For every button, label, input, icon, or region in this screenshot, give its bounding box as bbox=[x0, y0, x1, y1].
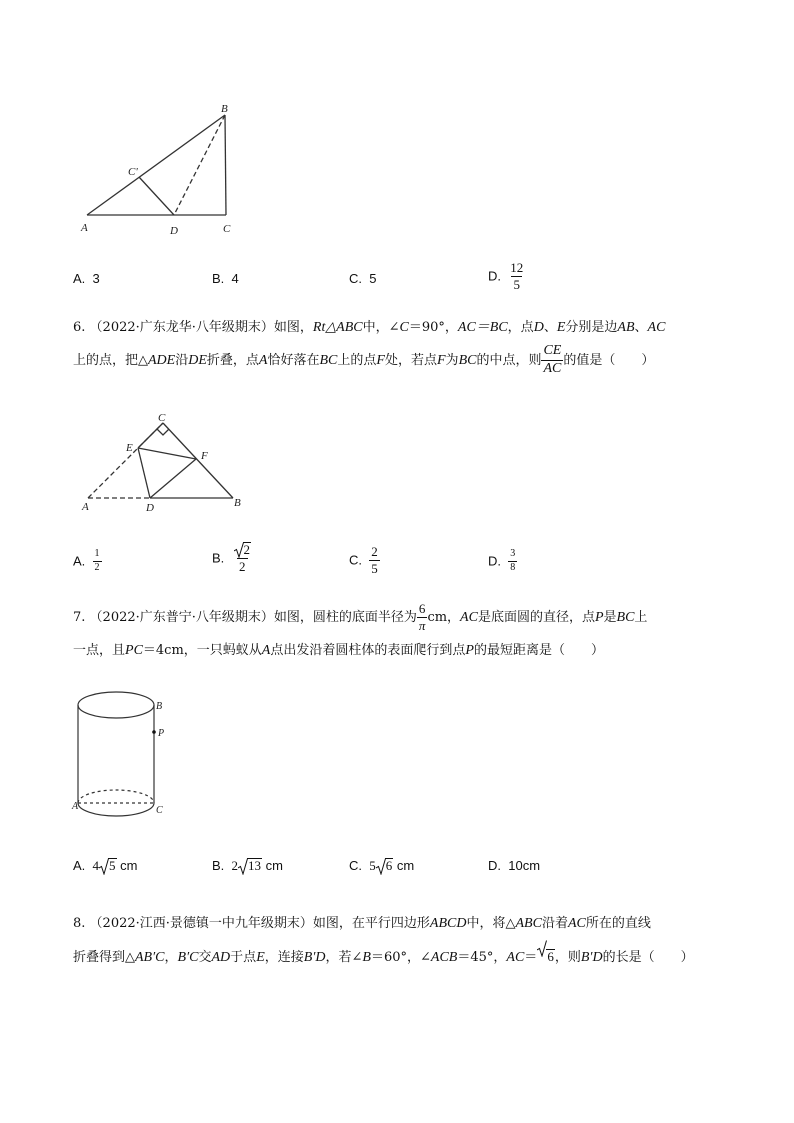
q6-text: 处，若点 bbox=[384, 353, 437, 368]
q6-point-f: F bbox=[436, 353, 446, 368]
sqrt-icon bbox=[537, 940, 547, 957]
fraction-numerator: 2 bbox=[371, 544, 378, 559]
q6-option-d[interactable] bbox=[488, 549, 517, 573]
q8-line-ac: AC bbox=[506, 950, 525, 965]
q8-line-ac: AC bbox=[567, 916, 586, 931]
q7-text: ＝4cm，一只蚂蚁从 bbox=[142, 643, 262, 658]
q8-text: ＝ bbox=[524, 950, 538, 965]
q6-text: 、 bbox=[634, 320, 648, 335]
option-unit: cm bbox=[396, 858, 415, 873]
q6-side-ab: AB bbox=[617, 320, 635, 335]
q7-text: 是底面圆的直径，点 bbox=[477, 610, 595, 625]
q6-fraction-ce-ac bbox=[541, 344, 563, 376]
option-value: 5 bbox=[369, 271, 377, 286]
q6-text: 的中点，则 bbox=[476, 353, 542, 368]
q5-label-c-prime: C' bbox=[128, 166, 138, 178]
fraction-numerator: 12 bbox=[510, 260, 524, 275]
q5-option-a[interactable] bbox=[73, 271, 100, 286]
q8-text: 中，将△ bbox=[466, 916, 516, 931]
q7-source: （2022·广东普宁·八年级期末） bbox=[89, 610, 274, 625]
q6-text: 、 bbox=[543, 320, 557, 335]
q8-angle-acb: ACB bbox=[430, 950, 458, 965]
option-fraction bbox=[508, 261, 525, 291]
q6-label-b: B bbox=[234, 497, 241, 509]
fraction-denominator: 2 bbox=[94, 561, 100, 573]
option-letter: C. bbox=[349, 552, 362, 568]
radicand: 13 bbox=[248, 858, 262, 873]
q7-option-c[interactable] bbox=[349, 858, 414, 874]
q7-text: cm， bbox=[427, 610, 461, 625]
q6-option-b[interactable] bbox=[212, 542, 253, 574]
option-letter: C. bbox=[349, 271, 362, 286]
option-fraction bbox=[369, 545, 380, 575]
q8-segment-bpd: B′D bbox=[303, 950, 326, 965]
option-letter: A. bbox=[73, 553, 86, 569]
q7-text: 如图，圆柱的底面半径为 bbox=[273, 610, 417, 625]
q8-text: 于点 bbox=[230, 950, 257, 965]
fraction-denominator: 5 bbox=[513, 276, 520, 292]
option-letter: D. bbox=[488, 553, 501, 569]
q5-label-c: C bbox=[223, 223, 231, 235]
q8-text: 交 bbox=[198, 950, 212, 965]
q6-text: 为 bbox=[445, 353, 459, 368]
q7-option-a[interactable] bbox=[73, 858, 138, 874]
q7-text: 一点，且 bbox=[73, 643, 126, 658]
q6-label-e: E bbox=[126, 442, 133, 454]
option-letter: C. bbox=[349, 858, 362, 873]
q8-text: ，则 bbox=[554, 950, 581, 965]
q8-text: 折叠得到△ bbox=[73, 950, 135, 965]
q8-line-ad: AD bbox=[211, 950, 231, 965]
q5-label-a: A bbox=[81, 222, 88, 234]
q6-number: 6. bbox=[73, 320, 86, 335]
q8-text: 所在的直线 bbox=[585, 916, 651, 931]
q8-text: 如图，在平行四边形 bbox=[312, 916, 430, 931]
q6-text: 上的点 bbox=[337, 353, 377, 368]
q8-source: （2022·江西·景德镇一中九年级期末） bbox=[89, 916, 313, 931]
q5-figure bbox=[70, 95, 250, 245]
q8-point-e: E bbox=[256, 950, 265, 965]
q6-angle-c: C bbox=[399, 320, 409, 335]
q6-point-d: D bbox=[533, 320, 544, 335]
option-letter: A. bbox=[73, 858, 86, 873]
q8-number: 8. bbox=[73, 916, 86, 931]
radicand: 6 bbox=[547, 949, 554, 964]
option-letter: D. bbox=[488, 268, 501, 284]
sqrt bbox=[99, 858, 117, 874]
fraction-numerator: CE bbox=[543, 343, 562, 359]
fraction-denominator: 8 bbox=[510, 561, 516, 573]
option-fraction bbox=[93, 549, 102, 573]
option-value: 10cm bbox=[508, 858, 541, 873]
q7-diameter-ac: AC bbox=[460, 610, 478, 625]
q6-label-a: A bbox=[82, 501, 89, 513]
q8-line-bpc: B′C bbox=[177, 950, 199, 965]
q8-text: ， bbox=[164, 950, 178, 965]
q5-option-d[interactable] bbox=[488, 261, 525, 291]
radicand: 5 bbox=[109, 858, 116, 873]
sqrt bbox=[376, 858, 394, 874]
q6-side-bc: BC bbox=[319, 353, 338, 368]
q6-point-a: A bbox=[258, 353, 268, 368]
q6-text: 如图， bbox=[273, 320, 313, 335]
q6-figure bbox=[75, 410, 255, 515]
q8-segment-bpd: B′D bbox=[580, 950, 603, 965]
option-fraction bbox=[232, 542, 254, 574]
q6-ac-eq-bc: AC＝BC bbox=[457, 320, 508, 335]
sqrt bbox=[234, 542, 252, 557]
q6-stem bbox=[73, 311, 723, 377]
q7-segment-pc: PC bbox=[125, 643, 143, 658]
q7-point-a: A bbox=[261, 643, 271, 658]
fraction-denominator: AC bbox=[543, 361, 562, 376]
q6-label-f: F bbox=[201, 450, 208, 462]
q6-text: 分别是边 bbox=[565, 320, 618, 335]
sqrt-icon bbox=[234, 542, 244, 558]
option-letter: D. bbox=[488, 858, 501, 873]
fraction-numerator bbox=[232, 542, 254, 558]
q6-text: 沿 bbox=[175, 353, 189, 368]
q7-figure bbox=[70, 685, 180, 825]
q8-stem bbox=[73, 907, 723, 974]
q8-text: ，若∠ bbox=[325, 950, 363, 965]
option-letter: B. bbox=[212, 858, 225, 873]
q6-text: 上的点，把△ bbox=[73, 353, 148, 368]
fraction-numerator: 6 bbox=[418, 601, 426, 617]
q8-parallelogram: ABCD bbox=[429, 916, 467, 931]
q7-label-a: A bbox=[72, 801, 79, 812]
q7-number: 7. bbox=[73, 610, 86, 625]
q7-option-b[interactable] bbox=[212, 858, 283, 874]
q6-text: ，点 bbox=[507, 320, 534, 335]
q8-text: ＝45°， bbox=[457, 950, 507, 965]
q7-text: 是 bbox=[603, 610, 617, 625]
q7-text: 点出发沿着圆柱体的表面爬行到点 bbox=[270, 643, 466, 658]
option-coefficient: 4 bbox=[92, 858, 100, 873]
q6-text: 中，∠ bbox=[362, 320, 400, 335]
q8-triangle-abc: ABC bbox=[515, 916, 542, 931]
fraction-denominator: 5 bbox=[371, 560, 378, 576]
q5-option-c[interactable] bbox=[349, 271, 376, 286]
q6-source: （2022·广东龙华·八年级期末） bbox=[89, 320, 274, 335]
q7-label-c: C bbox=[156, 805, 163, 816]
q7-label-p: P bbox=[158, 728, 165, 739]
q8-text: ，连接 bbox=[264, 950, 304, 965]
q6-label-d: D bbox=[146, 502, 154, 514]
q7-stem bbox=[73, 601, 723, 667]
q7-option-d[interactable] bbox=[488, 858, 540, 873]
q8-angle-b: B bbox=[362, 950, 371, 965]
option-fraction bbox=[508, 549, 517, 573]
q8-text: 的长是（ ） bbox=[602, 950, 694, 965]
q7-fraction-6-pi bbox=[417, 602, 428, 632]
q6-text: ＝90°， bbox=[408, 320, 458, 335]
q6-point-e: E bbox=[556, 320, 566, 335]
q6-triangle: △ABC bbox=[325, 320, 363, 335]
q8-text: ＝60°，∠ bbox=[370, 950, 431, 965]
q5-label-b: B bbox=[221, 103, 228, 115]
radicand: 6 bbox=[385, 858, 393, 873]
q6-point-f: F bbox=[376, 353, 385, 368]
q6-label-c: C bbox=[158, 412, 166, 424]
option-letter: A. bbox=[73, 271, 86, 286]
q6-text: 的值是（ ） bbox=[563, 353, 655, 368]
option-letter: B. bbox=[212, 550, 225, 566]
q7-point-p: P bbox=[465, 643, 474, 658]
option-unit: cm bbox=[120, 858, 138, 873]
q8-text: 沿着 bbox=[541, 916, 568, 931]
q5-option-b[interactable] bbox=[212, 271, 239, 286]
q6-side-bc: BC bbox=[458, 353, 477, 368]
option-letter: B. bbox=[212, 271, 225, 286]
q7-text: 上 bbox=[634, 610, 648, 625]
q6-option-a[interactable] bbox=[73, 549, 102, 573]
q6-option-c[interactable] bbox=[349, 545, 380, 575]
sqrt-icon bbox=[238, 858, 248, 875]
q7-label-b: B bbox=[156, 701, 163, 712]
fraction-denominator: 2 bbox=[239, 559, 246, 575]
q7-text: 的最短距离是（ ） bbox=[473, 643, 604, 658]
q6-line-de: DE bbox=[188, 353, 207, 368]
sqrt-icon bbox=[376, 858, 386, 875]
q6-rt: Rt bbox=[312, 320, 326, 335]
fraction-denominator: π bbox=[418, 618, 426, 633]
q6-triangle-ade: ADE bbox=[148, 353, 176, 368]
option-unit: cm bbox=[265, 858, 283, 873]
q6-text: 折叠，点 bbox=[206, 353, 259, 368]
fraction-numerator: 3 bbox=[510, 548, 516, 559]
fraction-numerator: 1 bbox=[94, 548, 100, 559]
q6-side-ac: AC bbox=[647, 320, 666, 335]
q7-point-p: P bbox=[594, 610, 604, 625]
sqrt bbox=[537, 940, 555, 973]
q8-triangle-abpc: AB′C bbox=[135, 950, 165, 965]
q5-label-d: D bbox=[170, 225, 178, 237]
option-value: 4 bbox=[231, 271, 239, 286]
q6-text: 恰好落在 bbox=[267, 353, 320, 368]
radicand: 2 bbox=[243, 542, 251, 557]
option-coefficient: 5 bbox=[369, 858, 376, 873]
option-coefficient: 2 bbox=[231, 858, 239, 873]
q7-side-bc: BC bbox=[616, 610, 635, 625]
sqrt bbox=[238, 858, 262, 874]
sqrt-icon bbox=[99, 858, 109, 875]
option-value: 3 bbox=[92, 271, 100, 286]
